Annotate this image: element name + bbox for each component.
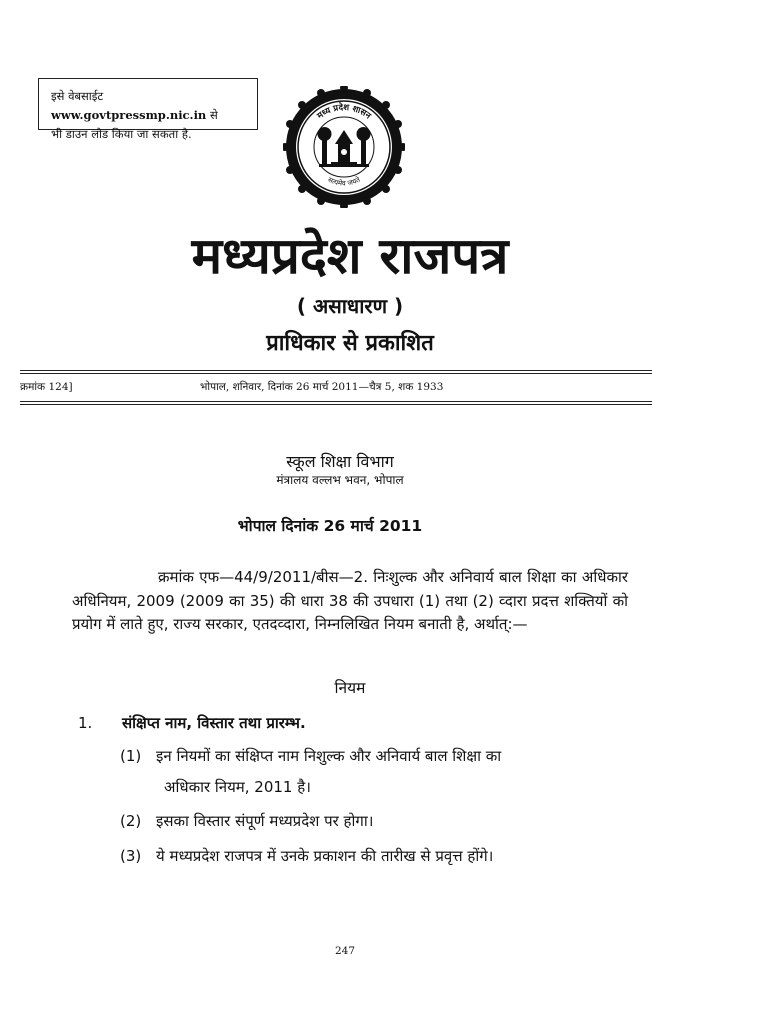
department-office: मंत्रालय वल्लभ भवन, भोपाल <box>276 473 404 487</box>
page-number: 247 <box>334 945 356 957</box>
website-notice-box <box>38 78 258 141</box>
preamble-text: क्रमांक एफ—44/9/2011/बीस—2. निःशुल्क और अनिवार्य बाल शिक्षा का अधिकार अधिनियम, 2009 (2009 का 35) की धारा 38 की उपधारा (1) तथा (2) व्दारा प्रदत्त शक्तियों को प्रयोग में लाते हुए, राज्य सरकार, एतदव्दारा, निम्नलिखित नियम बनाती है, अर्थात्:— <box>72 568 628 633</box>
website-notice-line1: इसे वेबसाईट www.govtpressmp.nic.in से <box>51 89 218 122</box>
sub-rule-text: इसका विस्तार संपूर्ण मध्यप्रदेश पर होगा। <box>156 812 374 830</box>
rule-number: 1. <box>78 714 93 732</box>
preamble-paragraph <box>72 566 628 637</box>
sub-rule-text: इन नियमों का संक्षिप्त नाम निशुल्क और अनिवार्य बाल शिक्षा का <box>156 747 502 765</box>
state-emblem <box>283 86 405 208</box>
department-name: स्कूल शिक्षा विभाग <box>286 452 394 471</box>
top-double-rule <box>20 370 652 371</box>
sub-rule-1-continuation: अधिकार नियम, 2011 है। <box>164 778 311 796</box>
emblem-top-text: मध्य प्रदेश शासन <box>315 102 373 122</box>
sub-rule-number: (1) <box>120 747 142 765</box>
sub-rule-number: (2) <box>120 812 142 830</box>
bottom-double-rule <box>20 401 652 402</box>
bottom-double-rule-inner <box>20 404 652 405</box>
top-double-rule-inner <box>20 373 652 374</box>
rule-title: संक्षिप्त नाम, विस्तार तथा प्रारम्भ. <box>122 714 306 732</box>
rules-heading: नियम <box>334 679 366 697</box>
website-url[interactable]: www.govtpressmp.nic.in <box>51 108 207 122</box>
gazette-edition: ( असाधारण ) <box>296 294 404 318</box>
issue-number: क्रमांक 124] <box>20 381 73 393</box>
gazette-title: मध्यप्रदेश राजपत्र <box>191 227 509 285</box>
gazette-authority: प्राधिकार से प्रकाशित <box>266 331 434 356</box>
sub-rule-text: ये मध्यप्रदेश राजपत्र में उनके प्रकाशन की तारीख से प्रवृत्त होंगे। <box>156 847 494 865</box>
sub-rule-number: (3) <box>120 847 142 865</box>
notification-date: भोपाल दिनांक 26 मार्च 2011 <box>237 517 423 535</box>
issue-dateline: भोपाल, शनिवार, दिनांक 26 मार्च 2011—चैत्र 5, शक 1933 <box>200 381 444 393</box>
website-notice-line2: भी डाउन लोड किया जा सकता है. <box>51 127 192 141</box>
issue-line <box>20 379 652 395</box>
emblem-motto: सत्यमेव जयते <box>326 175 362 188</box>
